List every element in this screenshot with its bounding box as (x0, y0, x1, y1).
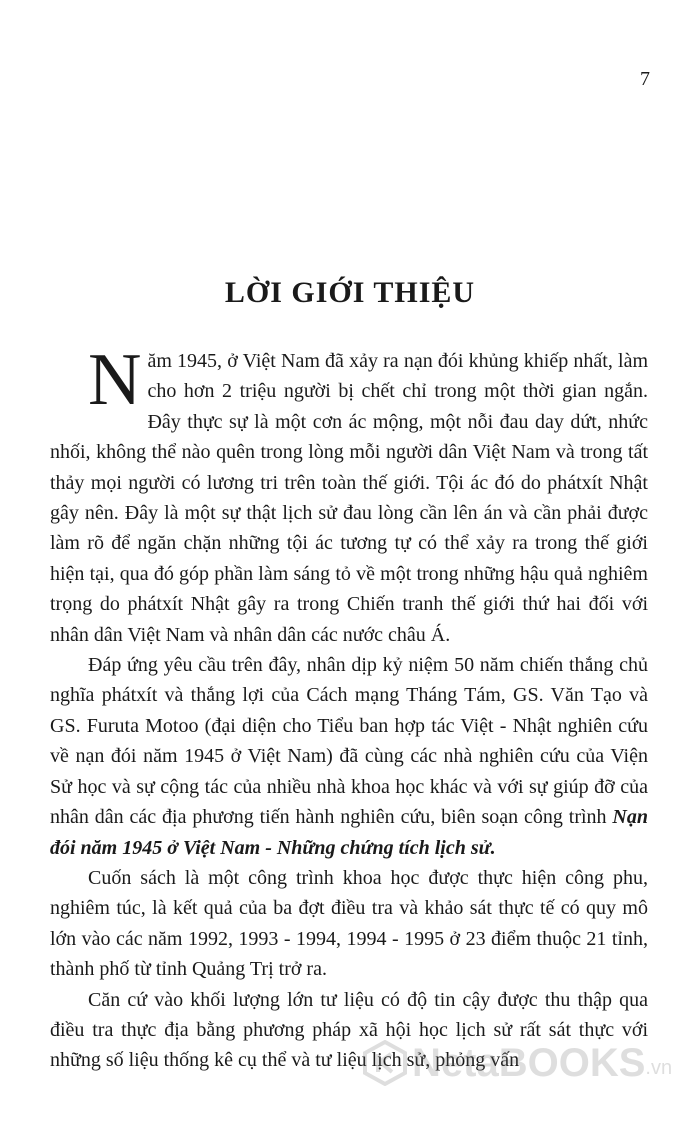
paragraph-4-text: Căn cứ vào khối lượng lớn tư liệu có độ tin cậy được thu thập qua điều tra thực địa bằng phương pháp xã hội học lịch sử rất sát thực với những số liệu thống kê cụ thể và tư liệu lịch sử, phỏng vấn (50, 988, 648, 1072)
watermark-text: NetaBOOKS (412, 1040, 646, 1085)
paragraph-3-text: Cuốn sách là một công trình khoa học được thực hiện công phu, nghiêm túc, là kết quả của ba đợt điều tra và khảo sát thực tế có quy mô lớn vào các năm 1992, 1993 - 1994, 1994 - 1995 ở 23 điểm thuộc 21 tỉnh, thành phố từ tỉnh Quảng Trị trở ra. (50, 866, 648, 981)
page-number: 7 (640, 68, 650, 90)
paragraph-1 (50, 339, 648, 650)
paragraph-1-text: ăm 1945, ở Việt Nam đã xảy ra nạn đói khủng khiếp nhất, làm cho hơn 2 triệu người bị chết chỉ trong một thời gian ngắn. Đây thực sự là một cơn ác mộng, một nỗi đau day dứt, nhức nhối, không thể nào quên trong lòng mỗi người dân Việt Nam và trong tất thảy mọi người có lương tri trên toàn thế giới. Tội ác đó do phátxít Nhật gây nên. Đây là một sự thật lịch sử đau lòng cần lên án và cần phải được làm rõ để ngăn chặn những tội ác tương tự có thể xảy ra trong thế giới hiện tại, qua đó góp phần làm sáng tỏ về một trong những hậu quả nghiêm trọng do phátxít Nhật gây ra trong Chiến tranh thế giới thứ hai đối với nhân dân Việt Nam và nhân dân các nước châu Á. (50, 350, 648, 646)
drop-cap: N (88, 339, 142, 421)
paragraph-2 (50, 650, 648, 863)
chapter-title: LỜI GIỚI THIỆU (224, 276, 476, 309)
paragraph-3 (50, 863, 648, 985)
watermark-suffix: .vn (645, 1056, 673, 1079)
paragraph-2-text: Đáp ứng yêu cầu trên đây, nhân dịp kỷ niệm 50 năm chiến thắng chủ nghĩa phátxít và thắng lợi của Cách mạng Tháng Tám, GS. Văn Tạo và GS. Furuta Motoo (đại diện cho Tiểu ban hợp tác Việt - Nhật nghiên cứu về nạn đói năm 1945 ở Việt Nam) đã cùng các nhà nghiên cứu của Viện Sử học và sự cộng tác của nhiều nhà khoa học khác và với sự giúp đỡ của nhân dân các địa phương tiến hành nghiên cứu, biên soạn công trình (50, 654, 648, 829)
body-text (50, 339, 648, 1076)
book-title-emphasis: Nạn đói năm 1945 ở Việt Nam - Những chứng tích lịch sử. (50, 806, 648, 859)
paragraph-4 (50, 985, 648, 1076)
